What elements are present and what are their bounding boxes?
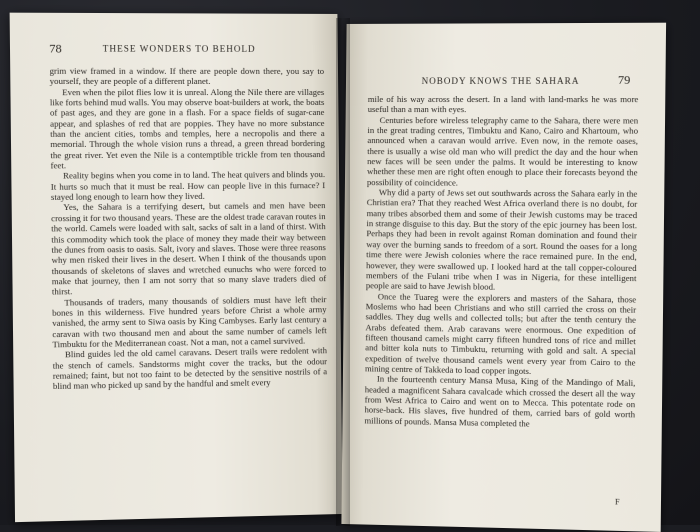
left-running-title: THESE WONDERS TO BEHOLD bbox=[102, 43, 256, 54]
paragraph: Yes, the Sahara is a terrifying desert, but camels and men have been crossing it for two thousand years. These are the oldest trade caravan routes in the world. Camels were loaded with salt, sacks of salt in a land of thirst. With this commodity which took the place of money they made their way between the dunes from oasis to oasis. Salt, ivory and slaves. Those were three reasons why men risked their lives in the desert. When I think of the thousands upon thousands of skeletons of slaves and wretched eunuchs who were forced to make that journey, then I am not sorry that so many slave traders died of thirst. bbox=[51, 200, 327, 297]
paragraph: Thousands of traders, many thousands of soldiers must have left their bones in this wilderness. Five hundred years before Christ a whole army vanished, the army sent to Siwa oasis by King Cambyses. Early last century a caravan with two thousand men and about the same number of camels left Timbuktu for the Mediterranean coast. Not a man, not a camel survived. bbox=[52, 293, 327, 350]
paragraph: Even when the pilot flies low it is unreal. Along the Nile there are villages like forts behind mud walls. You may observe boat-builders at work, the boats of past ages, and they are gone in a flash. For a space fields of sugar-cane appear, and splashes of red that are poppies. They have no more substance than the ancient cities, tombs and temples, here a necropolis and there a memorial. Through the whole vision runs a thread, a green thread bordering the great river. Yet even the Nile is a contemptible trickle from ten thousand feet. bbox=[49, 86, 325, 171]
paragraph: mile of his way across the desert. In a land with land-marks he was more useful than a man with eyes. bbox=[367, 93, 639, 115]
paragraph: Reality begins when you come in to land. The heat quivers and blinds you. It hurts so much that it must be real. How can people live in this furnace? I stayed long enough to learn how they lived. bbox=[50, 169, 326, 203]
paragraph: In the fourteenth century Mansa Musa, King of the Mandingo of Mali, headed a magnificent Sahara cavalcade which crossed the desert all the way from West Africa to Cairo and went on to Mecca. This potentate rode on horse-back. His slaves, five hundred of them, carried bars of gold worth millions of pounds. Mansa Musa completed the bbox=[364, 373, 636, 429]
paragraph: grim view framed in a window. If there are people down there, you say to yourself, they are people of a different planet. bbox=[49, 65, 325, 87]
open-book bbox=[18, 14, 658, 522]
right-running-title: NOBODY KNOWS THE SAHARA bbox=[421, 75, 580, 86]
paragraph: Blind guides led the old camel caravans. Desert trails were redolent with the stench of camels. Sandstorms might cover the tracks, but the odour remained; faint, but not too faint to be detected by the sensitive nostrils of a blind man who picked up sand by the handful and smelt every bbox=[52, 345, 328, 392]
paragraph: Why did a party of Jews set out southwards across the Sahara early in the Christian era? That they reached West Africa overland there is no doubt, for many tribes absorbed them and some of their Jewish customs may be traced in strange disguise to this day. But the story of the epic journey has been lost. Perhaps they had been in revolt against Roman domination and found their way over the burning sands to freedom of a sort. Round the oases for a long time there were Jewish colonies where the race remained pure. In the end, however, they were swallowed up. I looked hard at the tall copper-coloured members of the Fulani tribe when I was in Nigeria, for these intelligent people are said to have Jewish blood. bbox=[365, 187, 638, 292]
signature-mark: F bbox=[615, 497, 620, 507]
right-page-header bbox=[372, 72, 631, 90]
paragraph: Centuries before wireless telegraphy came to the Sahara, there were men in the great trading centres, Timbuktu and Kano, Cairo and Khartoum, who announced when a caravan would arrive. Even now, in the remote oases, there is usually a wise old man who will predict the day and the hour when new faces will be seen under the palms. It would be interesting to know whether these men are right often enough to place their forecasts beyond the possibility of coincidence. bbox=[366, 114, 639, 188]
right-page bbox=[341, 23, 666, 532]
left-page-number: 78 bbox=[49, 41, 62, 56]
paragraph: Once the Tuareg were the explorers and masters of the Sahara, those Moslems who had been Christians and who still carried the cross on their saddles. They dug wells and collected tolls; but after the tenth century the Arabs defeated them. Arab caravans were enormous. One expedition of fifteen thousand camels might carry fifteen hundred tons of rice and millet and bitter kola nuts to Timbuktu, returning with gold and salt. A special expedition of twelve thousand camels went every year from Cairo to the mining centre of Takkeda to load copper ingots. bbox=[364, 290, 637, 376]
left-page-header bbox=[49, 43, 308, 58]
left-page-body bbox=[50, 66, 328, 392]
right-page-body bbox=[364, 94, 638, 431]
book-gutter bbox=[336, 18, 350, 526]
right-page-number: 79 bbox=[617, 72, 631, 87]
left-page bbox=[10, 13, 343, 523]
